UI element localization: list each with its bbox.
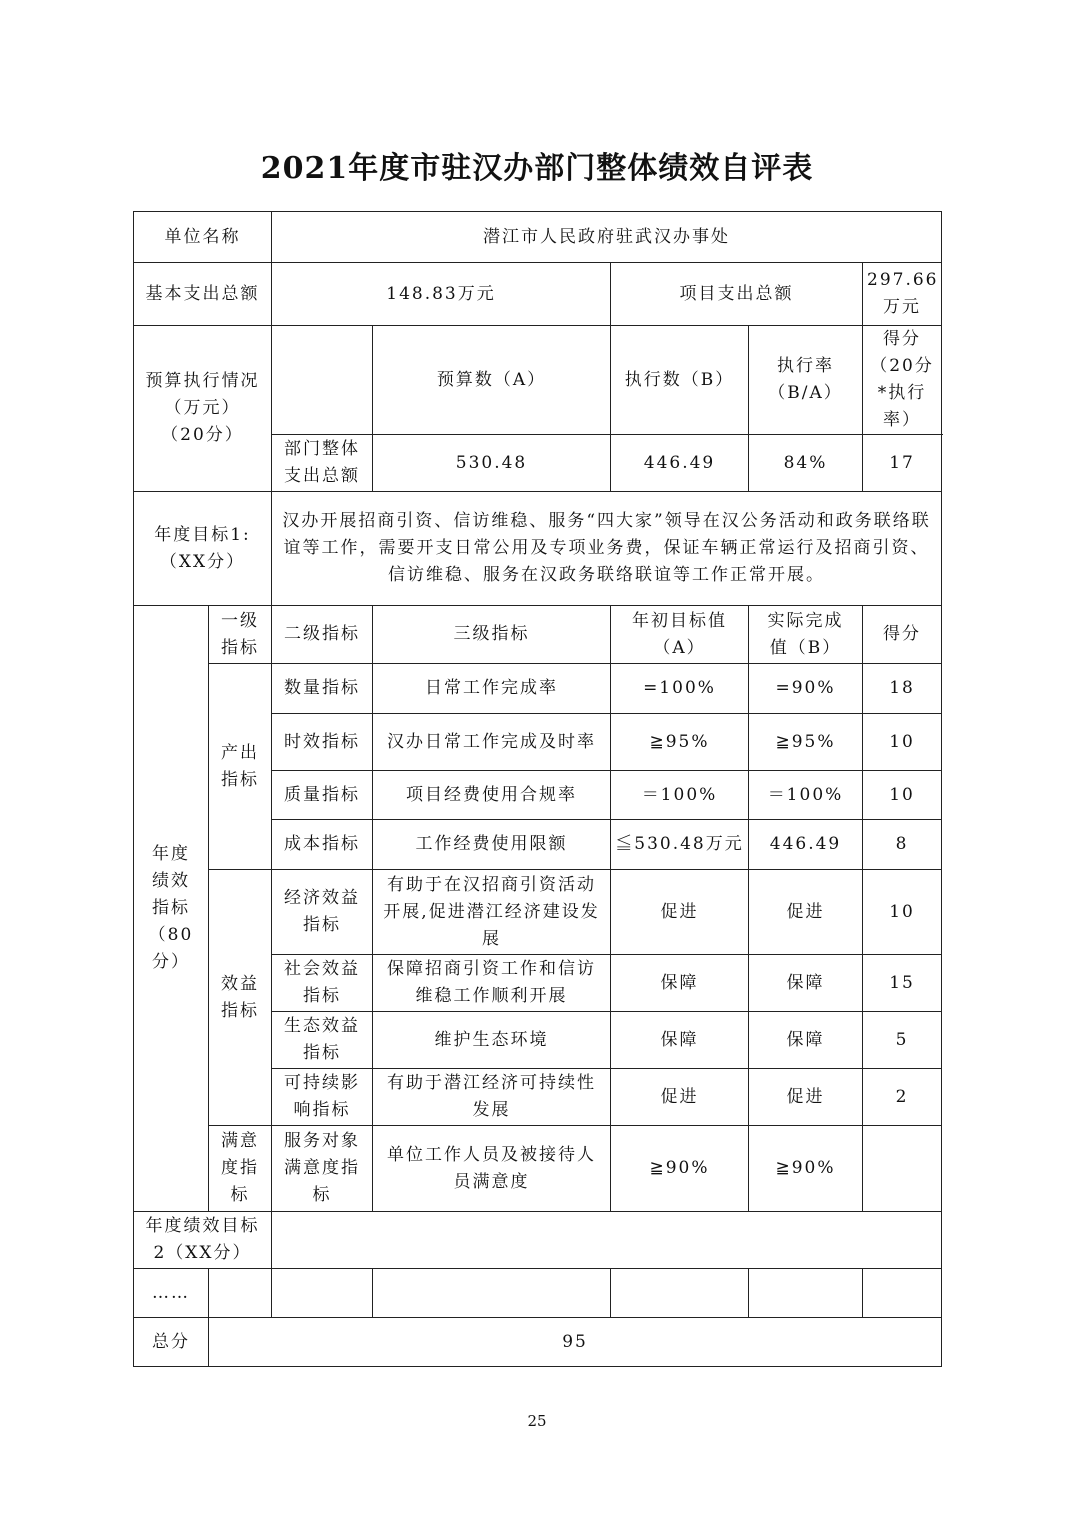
level3-cell: 工作经费使用限额: [373, 820, 611, 870]
unit-value: 潜江市人民政府驻武汉办事处: [272, 212, 942, 263]
level2-cell: 可持续影 响指标: [272, 1069, 373, 1126]
budget-header-rate: 执行率（B/A）: [749, 326, 863, 435]
budget-score-value: 17: [863, 435, 942, 492]
target-cell: 促进: [611, 1069, 749, 1126]
level2-cell: 质量指标: [272, 771, 373, 820]
empty-cell: [272, 1269, 373, 1318]
header-level2: 二级指标: [272, 606, 373, 664]
actual-cell: ＝100%: [749, 771, 863, 820]
level3-cell: 项目经费使用合规率: [373, 771, 611, 820]
goal1-text: 汉办开展招商引资、信访维稳、服务“四大家”领导在汉公务活动和政务联络联谊等工作，需要开支日常公用及专项业务费，保证车辆正常运行及招商引资、信访维稳、服务在汉政务联络联谊等工作正常开展。: [272, 492, 942, 606]
level3-cell: 汉办日常工作完成及时率: [373, 714, 611, 771]
level3-cell: 单位工作人员及被接待人 员满意度: [373, 1126, 611, 1212]
actual-cell: 促进: [749, 1069, 863, 1126]
target-cell: ≧95%: [611, 714, 749, 771]
level2-cell: 生态效益 指标: [272, 1012, 373, 1069]
actual-cell: ≧95%: [749, 714, 863, 771]
empty-cell: [749, 1269, 863, 1318]
goal2-row: [134, 1212, 942, 1269]
target-cell: 保障: [611, 955, 749, 1012]
budget-empty-cell: [272, 326, 373, 435]
header-target: 年初目标值 （A）: [611, 606, 749, 664]
target-cell: ＝100%: [611, 771, 749, 820]
benefit-indicator-label: 效益 指标: [209, 870, 272, 1126]
target-cell: ≧90%: [611, 1126, 749, 1212]
level2-cell: 数量指标: [272, 664, 373, 714]
level3-cell: 有助于潜江经济可持续性 发展: [373, 1069, 611, 1126]
level3-cell: 维护生态环境: [373, 1012, 611, 1069]
budget-header-exec: 执行数（B）: [611, 326, 749, 435]
rate-value: 84%: [749, 435, 863, 492]
budget-value: 530.48: [373, 435, 611, 492]
actual-cell: 促进: [749, 870, 863, 955]
header-level3: 三级指标: [373, 606, 611, 664]
score-cell: 10: [863, 714, 942, 771]
score-cell: [863, 1126, 942, 1212]
exec-value: 446.49: [611, 435, 749, 492]
score-cell: 2: [863, 1069, 942, 1126]
budget-header-row: [134, 326, 942, 435]
score-cell: 18: [863, 664, 942, 714]
satisfaction-indicator-label: 满意 度指 标: [209, 1126, 272, 1212]
expense-row: [134, 263, 942, 326]
table-row: [134, 1126, 942, 1212]
basic-expense-label: 基本支出总额: [134, 263, 272, 326]
empty-cell: [373, 1269, 611, 1318]
level2-cell: 经济效益 指标: [272, 870, 373, 955]
actual-cell: ≧90%: [749, 1126, 863, 1212]
total-label: 总分: [134, 1318, 209, 1367]
budget-label: 预算执行情况 （万元） （20分）: [134, 326, 272, 492]
score-cell: 15: [863, 955, 942, 1012]
level3-cell: 日常工作完成率: [373, 664, 611, 714]
target-cell: =100%: [611, 664, 749, 714]
actual-cell: 保障: [749, 1012, 863, 1069]
header-actual: 实际完成 值（B）: [749, 606, 863, 664]
target-cell: 保障: [611, 1012, 749, 1069]
project-expense-value: 297.66万元: [863, 263, 942, 326]
goal2-value: [272, 1212, 942, 1269]
level3-cell: 保障招商引资工作和信访 维稳工作顺利开展: [373, 955, 611, 1012]
table-row: [134, 664, 942, 714]
ellipsis-row: [134, 1269, 942, 1318]
score-cell: 5: [863, 1012, 942, 1069]
level2-cell: 服务对象 满意度指 标: [272, 1126, 373, 1212]
total-value: 95: [209, 1318, 942, 1367]
empty-cell: [611, 1269, 749, 1318]
table-row: [134, 870, 942, 955]
actual-cell: =90%: [749, 664, 863, 714]
page-number: 25: [527, 1412, 547, 1430]
level2-cell: 成本指标: [272, 820, 373, 870]
empty-cell: [209, 1269, 272, 1318]
header-score: 得分: [863, 606, 942, 664]
actual-cell: 保障: [749, 955, 863, 1012]
total-row: [134, 1318, 942, 1367]
budget-row-label: 部门整体 支出总额: [272, 435, 373, 492]
score-cell: 8: [863, 820, 942, 870]
header-level1: 一级 指标: [209, 606, 272, 664]
unit-row: [134, 212, 942, 263]
ellipsis-cell: ……: [134, 1269, 209, 1318]
unit-label: 单位名称: [134, 212, 272, 263]
score-cell: 10: [863, 771, 942, 820]
indicator-header-row: [134, 606, 942, 664]
goal2-label: 年度绩效目标 2（XX分）: [134, 1212, 272, 1269]
level2-cell: 社会效益 指标: [272, 955, 373, 1012]
score-cell: 10: [863, 870, 942, 955]
project-expense-label: 项目支出总额: [611, 263, 863, 326]
target-cell: ≦530.48万元: [611, 820, 749, 870]
level3-cell: 有助于在汉招商引资活动 开展,促进潜江经济建设发 展: [373, 870, 611, 955]
evaluation-table: [133, 211, 942, 1367]
output-indicator-label: 产出 指标: [209, 664, 272, 870]
page-title: 2021年度市驻汉办部门整体绩效自评表: [260, 151, 814, 186]
actual-cell: 446.49: [749, 820, 863, 870]
indicator-section-label: 年度 绩效 指标 （80 分）: [134, 606, 209, 1212]
goal1-label: 年度目标1: （XX分）: [134, 492, 272, 606]
budget-header-budget: 预算数（A）: [373, 326, 611, 435]
budget-header-score: 得分 （20分*执行率）: [863, 326, 942, 435]
goal1-row: [134, 492, 942, 606]
target-cell: 促进: [611, 870, 749, 955]
basic-expense-value: 148.83万元: [272, 263, 611, 326]
level2-cell: 时效指标: [272, 714, 373, 771]
empty-cell: [863, 1269, 942, 1318]
